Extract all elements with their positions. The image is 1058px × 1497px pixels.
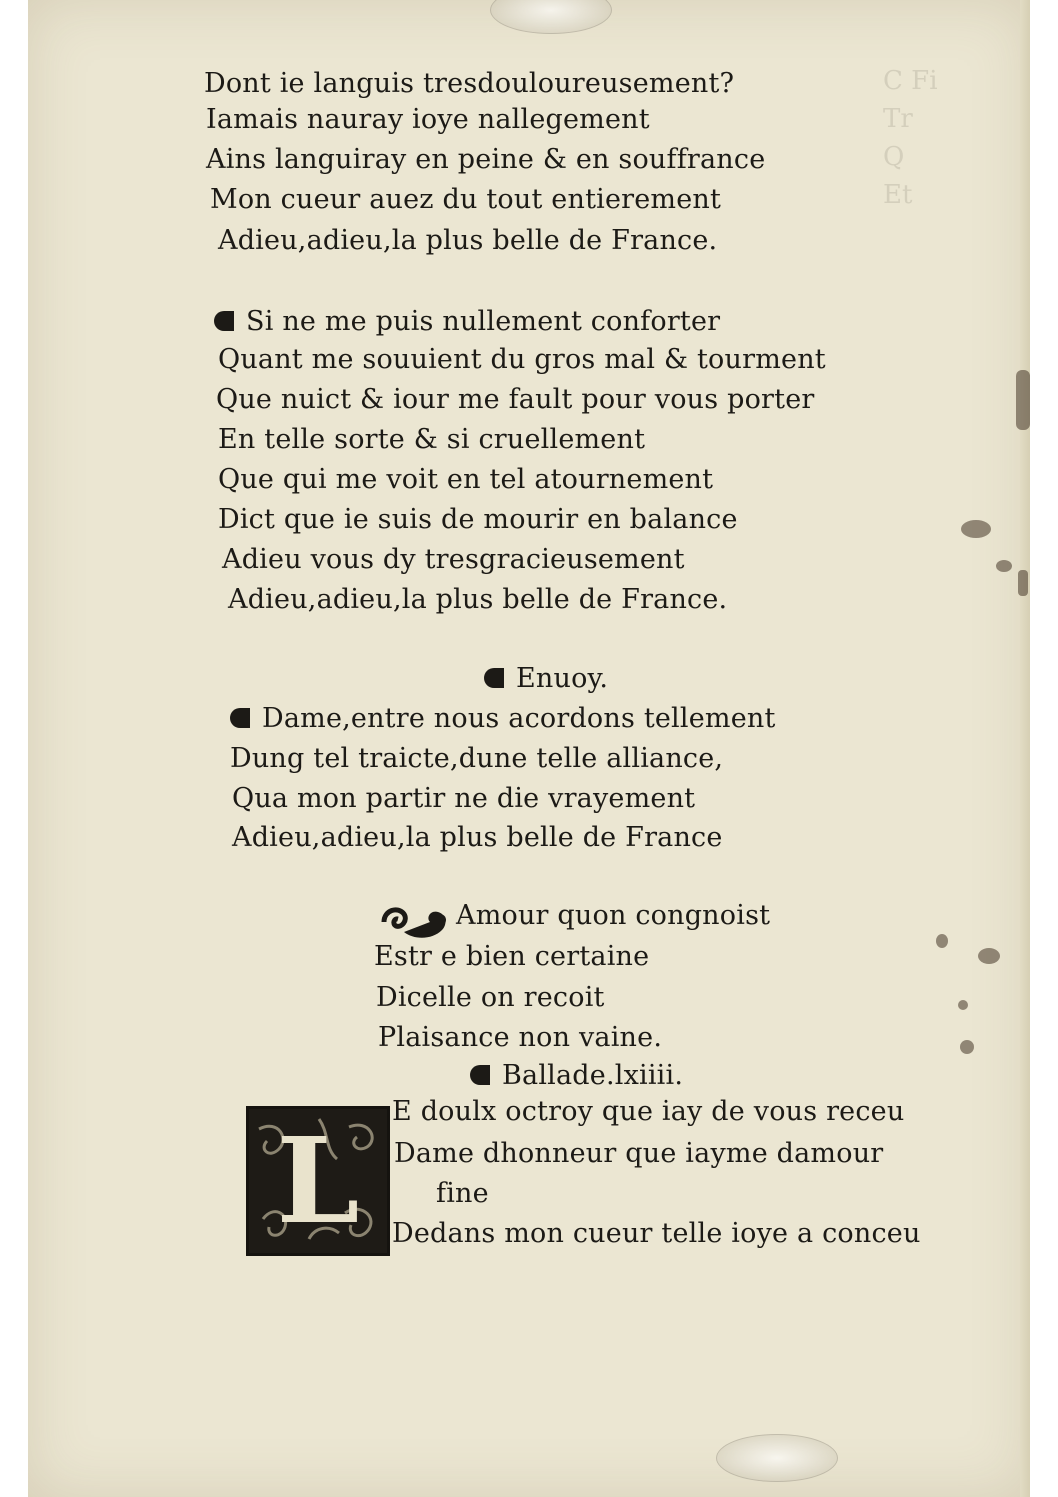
stain-mark — [936, 934, 948, 948]
fleuron-ornament-icon — [380, 902, 452, 942]
verse-line: Quant me souuient du gros mal & tourment — [218, 344, 826, 375]
paragraph-mark-icon — [214, 309, 240, 333]
verse-line: Dedans mon cueur telle ioye a conceu — [392, 1218, 921, 1249]
paragraph-mark-icon — [484, 666, 510, 690]
page-edge — [1020, 0, 1030, 1497]
verse-line: Amour quon congnoist — [456, 900, 771, 931]
verse-line: Dicelle on recoit — [376, 982, 605, 1013]
verse-refrain: Adieu,adieu,la plus belle de France. — [218, 225, 718, 256]
verse-line-text: Si ne me puis nullement conforter — [246, 306, 721, 337]
verse-line: Ains languiray en peine & en souffrance — [206, 144, 766, 175]
verse-line: E doulx octroy que iay de vous receu — [392, 1096, 905, 1127]
stain-mark — [1016, 370, 1030, 430]
stain-mark — [1018, 570, 1028, 596]
verse-line — [230, 703, 776, 734]
paragraph-mark-icon — [230, 706, 256, 730]
clip-bottom — [716, 1434, 838, 1482]
decorated-initial — [246, 1106, 390, 1256]
stain-mark — [960, 1040, 974, 1054]
verse-line: fine — [436, 1178, 489, 1209]
verse-line: Dict que ie suis de mourir en balance — [218, 504, 738, 535]
stain-mark — [958, 1000, 968, 1010]
ballade-heading-text: Ballade.lxiiii. — [502, 1060, 684, 1091]
verse-refrain: Adieu,adieu,la plus belle de France — [232, 822, 723, 853]
verse-line: Estr e bien certaine — [374, 941, 650, 972]
verse-line: Que nuict & iour me fault pour vous porter — [216, 384, 815, 415]
stain-mark — [961, 520, 991, 538]
envoy-heading-text: Enuoy. — [516, 663, 609, 694]
verse-line: Dung tel traicte,dune telle alliance, — [230, 743, 724, 774]
verse-line: Dame dhonneur que iayme damour — [394, 1138, 884, 1169]
initial-letter: L — [276, 1111, 360, 1250]
show-through-text: C Fi Tr Q Et — [883, 66, 938, 210]
stain-mark — [978, 948, 1000, 964]
verse-line: Mon cueur auez du tout entierement — [210, 184, 722, 215]
stain-mark — [996, 560, 1012, 572]
verse-line: Que qui me voit en tel atournement — [218, 464, 714, 495]
verse-line: Plaisance non vaine. — [378, 1022, 663, 1053]
verse-line — [214, 306, 720, 337]
verse-line: Adieu vous dy tresgracieusement — [222, 544, 685, 575]
verse-line: En telle sorte & si cruellement — [218, 424, 646, 455]
paragraph-mark-icon — [470, 1063, 496, 1087]
verse-line: Dont ie languis tresdouloureusement? — [204, 68, 735, 99]
envoy-heading — [484, 663, 608, 694]
verse-line: Qua mon partir ne die vrayement — [232, 783, 696, 814]
verse-refrain: Adieu,adieu,la plus belle de France. — [228, 584, 728, 615]
verse-line-text: Dame,entre nous acordons tellement — [262, 703, 776, 734]
verse-line: Iamais nauray ioye nallegement — [206, 104, 650, 135]
clip-top — [490, 0, 612, 34]
ballade-heading — [470, 1060, 683, 1091]
